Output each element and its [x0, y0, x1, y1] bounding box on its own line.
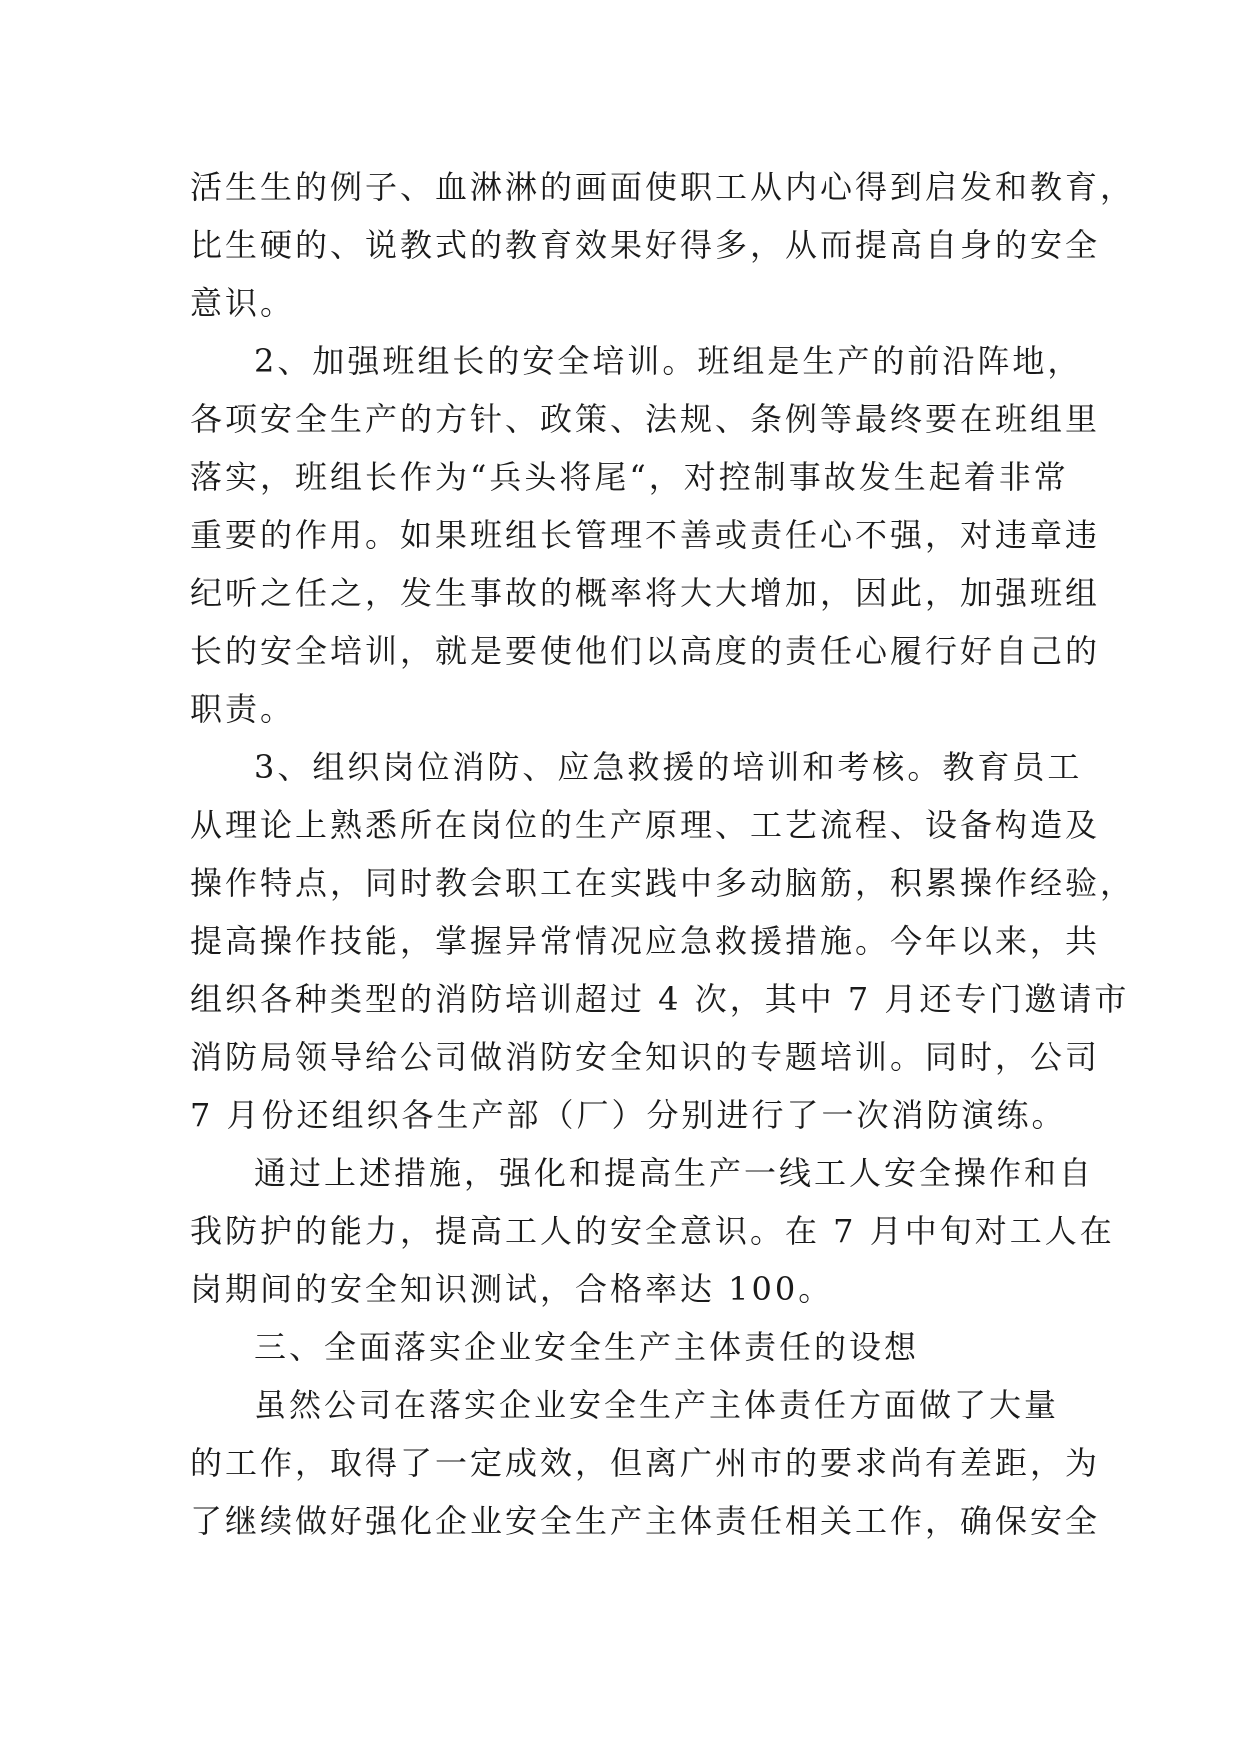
section-heading: 三、全面落实企业安全生产主体责任的设想: [254, 1328, 920, 1366]
paragraph-start-line: 2、加强班组长的安全培训。班组是生产的前沿阵地，: [254, 342, 1083, 380]
text-line: 操作特点，同时教会职工在实践中多动脑筋，积累操作经验，: [190, 864, 1136, 902]
text-line: 比生硬的、说教式的教育效果好得多，从而提高自身的安全: [190, 226, 1101, 264]
text-line: 从理论上熟悉所在岗位的生产原理、工艺流程、设备构造及: [190, 806, 1101, 844]
text-line: 提高操作技能，掌握异常情况应急救援措施。今年以来，共: [190, 922, 1101, 960]
paragraph-start-line: 虽然公司在落实企业安全生产主体责任方面做了大量: [254, 1386, 1060, 1424]
text-line: 7 月份还组织各生产部（厂）分别进行了一次消防演练。: [190, 1096, 1067, 1134]
text-line: 组织各种类型的消防培训超过 4 次，其中 7 月还专门邀请市: [190, 980, 1130, 1018]
document-body: [190, 158, 1136, 1550]
text-line: 纪听之任之，发生事故的概率将大大增加，因此，加强班组: [190, 574, 1101, 612]
text-line: 落实，班组长作为“兵头将尾“，对控制事故发生起着非常: [190, 458, 1069, 496]
text-line: 各项安全生产的方针、政策、法规、条例等最终要在班组里: [190, 400, 1101, 438]
text-line: 的工作，取得了一定成效，但离广州市的要求尚有差距，为: [190, 1444, 1101, 1482]
text-line: 我防护的能力，提高工人的安全意识。在 7 月中旬对工人在: [190, 1212, 1115, 1250]
text-line: 了继续做好强化企业安全生产主体责任相关工作，确保安全: [190, 1502, 1101, 1540]
text-line: 岗期间的安全知识测试，合格率达 100。: [190, 1270, 834, 1308]
paragraph-start-line: 通过上述措施，强化和提高生产一线工人安全操作和自: [254, 1154, 1095, 1192]
text-line: 重要的作用。如果班组长管理不善或责任心不强，对违章违: [190, 516, 1101, 554]
text-line: 意识。: [190, 284, 296, 322]
text-line: 长的安全培训，就是要使他们以高度的责任心履行好自己的: [190, 632, 1101, 670]
text-line: 活生生的例子、血淋淋的画面使职工从内心得到启发和教育，: [190, 168, 1136, 206]
text-line: 消防局领导给公司做消防安全知识的专题培训。同时，公司: [190, 1038, 1101, 1076]
paragraph-start-line: 3、组织岗位消防、应急救援的培训和考核。教育员工: [254, 748, 1083, 786]
text-line: 职责。: [190, 690, 296, 728]
